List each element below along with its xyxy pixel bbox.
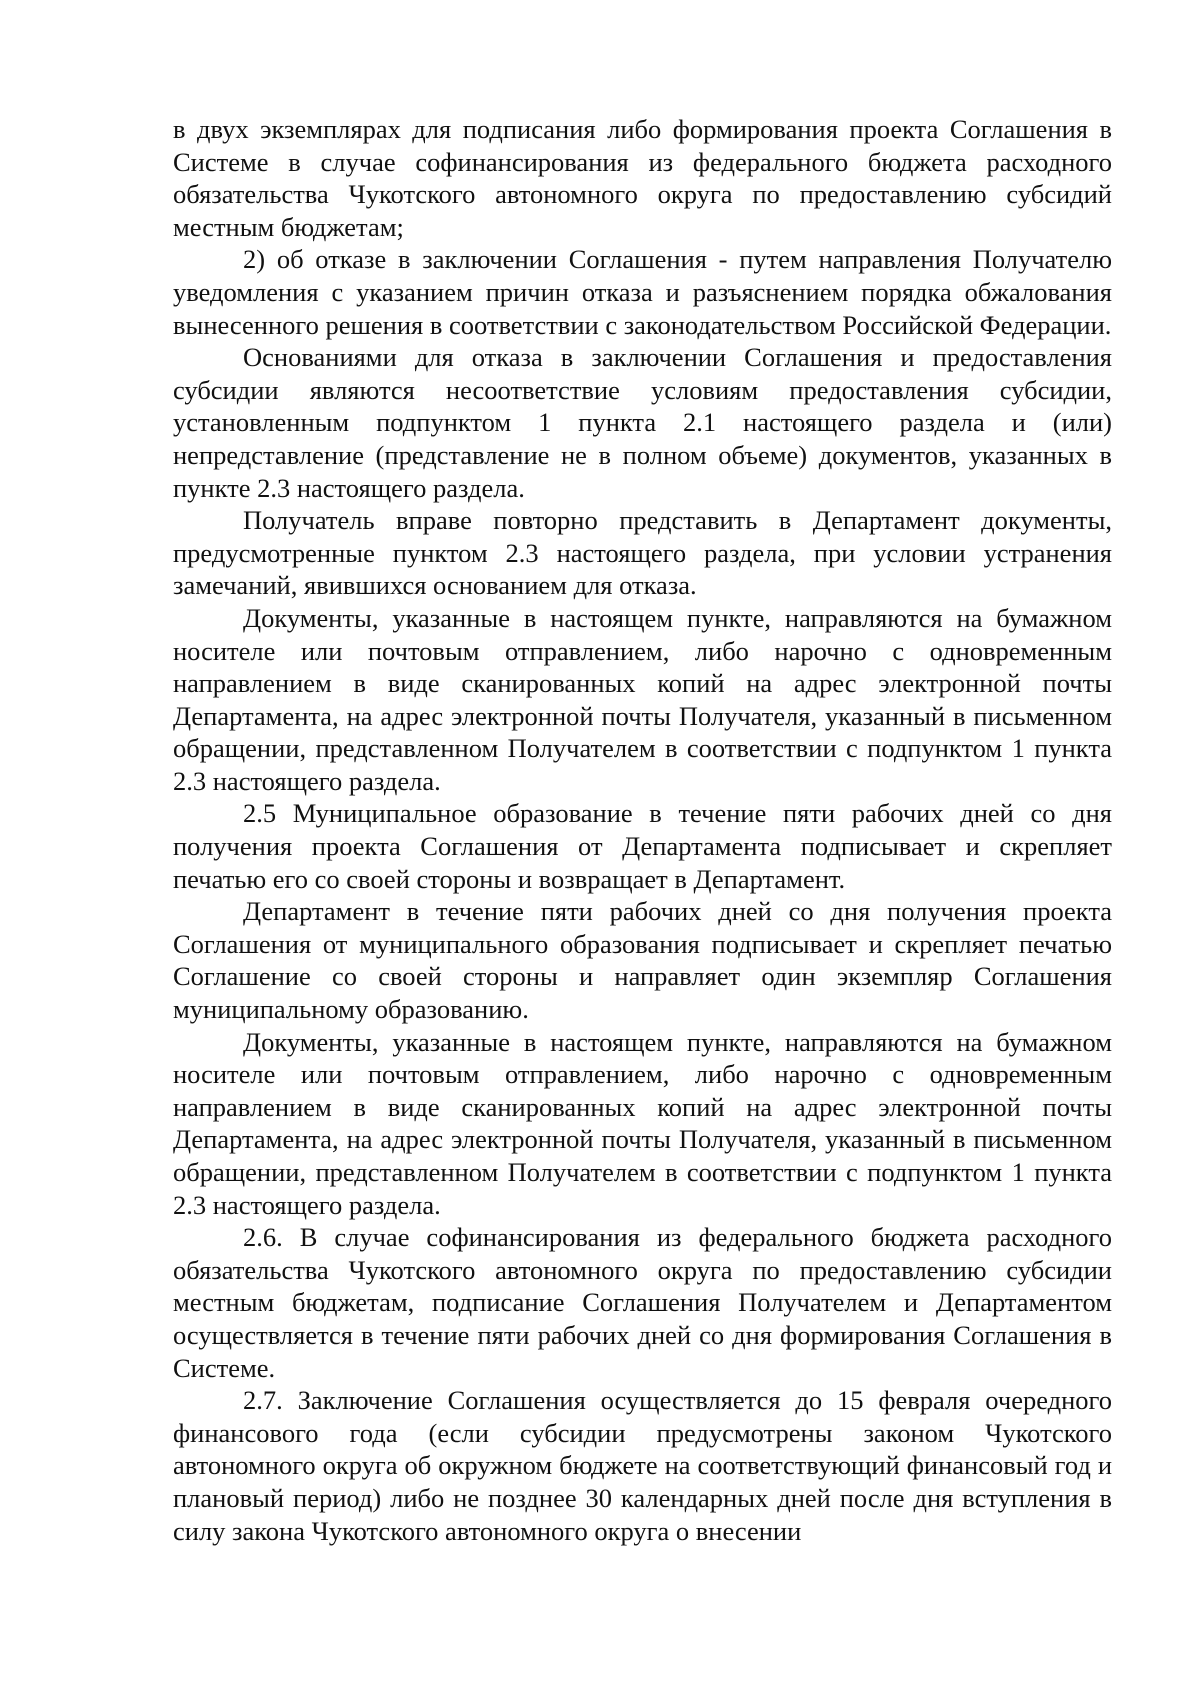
document-page xyxy=(173,113,1112,1547)
paragraph-2-6: 2.6. В случае софинансирования из федерального бюджета расходного обязательства Чукотского автономного округа по предоставлению субсидии местным бюджетам, подписание Соглашения Получателем и Департаментом осуществляется в течение пяти рабочих дней со дня формирования Соглашения в Системе. xyxy=(173,1222,1112,1383)
paragraph-continuation: в двух экземплярах для подписания либо формирования проекта Соглашения в Системе в случае софинансирования из федерального бюджета расходного обязательства Чукотского автономного округа по предоставлению субсидий местным бюджетам; xyxy=(173,114,1112,242)
paragraph-2-7: 2.7. Заключение Соглашения осуществляется до 15 февраля очередного финансового года (если субсидии предусмотрены законом Чукотского автономного округа об окружном бюджете на соответствующий финансовый год и плановый период) либо не позднее 30 календарных дней после дня вступления в силу закона Чукотского автономного округа о внесении xyxy=(173,1385,1112,1546)
paragraph-refusal: 2) об отказе в заключении Соглашения - путем направления Получателю уведомления с указанием причин отказа и разъяснением порядка обжалования вынесенного решения в соответствии с законодательством Российской Федерации. xyxy=(173,244,1112,340)
paragraph-grounds: Основаниями для отказа в заключении Соглашения и предоставления субсидии являются несоответствие условиям предоставления субсидии, установленным подпунктом 1 пункта 2.1 настоящего раздела и (или) непредставление (представление не в полном объеме) документов, указанных в пункте 2.3 настоящего раздела. xyxy=(173,342,1112,503)
paragraph-documents-delivery-2: Документы, указанные в настоящем пункте, направляются на бумажном носителе или почтовым отправлением, либо нарочно с одновременным направлением в виде сканированных копий на адрес электронной почты Департамента, на адрес электронной почты Получателя, указанный в письменном обращении, представленном Получателем в соответствии с подпунктом 1 пункта 2.3 настоящего раздела. xyxy=(173,1026,1112,1220)
paragraph-department-signing: Департамент в течение пяти рабочих дней со дня получения проекта Соглашения от муниципального образования подписывает и скрепляет печатью Соглашение со своей стороны и направляет один экземпляр Соглашения муниципальному образованию. xyxy=(173,896,1112,1025)
paragraph-2-5: 2.5 Муниципальное образование в течение пяти рабочих дней со дня получения проекта Соглашения от Департамента подписывает и скрепляет печатью его со своей стороны и возвращает в Департамент. xyxy=(173,798,1112,894)
paragraph-documents-delivery: Документы, указанные в настоящем пункте, направляются на бумажном носителе или почтовым отправлением, либо нарочно с одновременным направлением в виде сканированных копий на адрес электронной почты Департамента, на адрес электронной почты Получателя, указанный в письменном обращении, представленном Получателем в соответствии с подпунктом 1 пункта 2.3 настоящего раздела. xyxy=(173,602,1112,796)
paragraph-resubmit: Получатель вправе повторно представить в Департамент документы, предусмотренные пунктом 2.3 настоящего раздела, при условии устранения замечаний, явившихся основанием для отказа. xyxy=(173,505,1112,601)
